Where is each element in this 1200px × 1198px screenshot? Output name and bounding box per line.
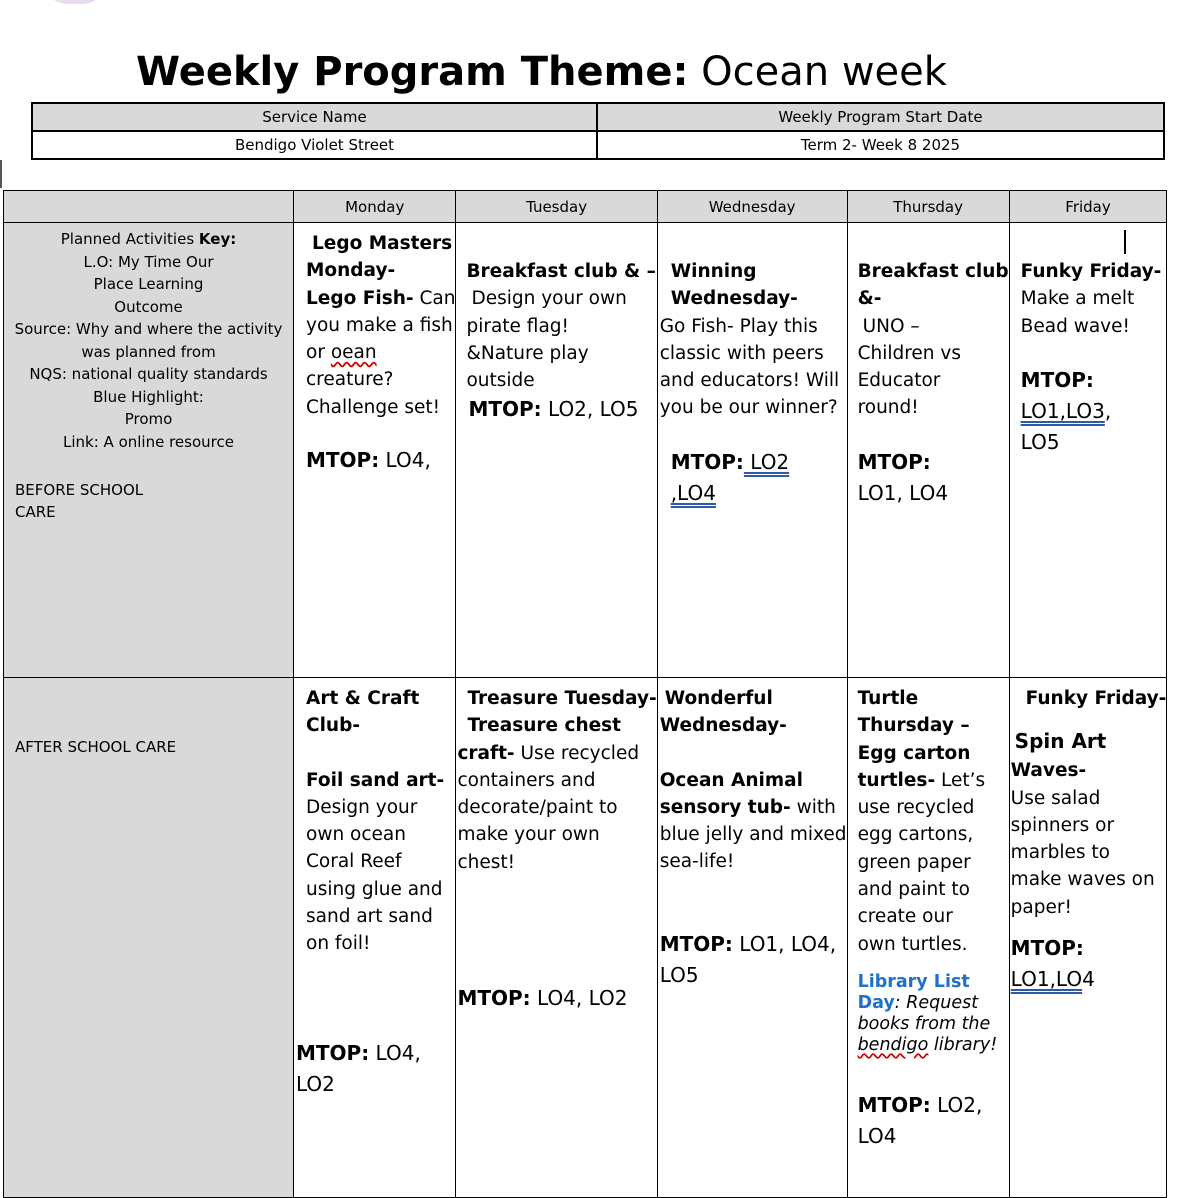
activities-key: Planned Activities Key: L.O: My Time Our Place Learning Outcome Source: Why and where the activity was planned from NQS: national quality standards Blue Highlight: Promo Link: A online resource <box>4 223 293 453</box>
key-blue-line: Blue Highlight: <box>93 387 204 406</box>
asc-monday-cell: Art & Craft Club- Foil sand art- Design your own ocean Coral Reef using glue and sand art sand on foil! MTOP: LO4, LO2 <box>294 678 456 1198</box>
day-header-friday: Friday <box>1009 191 1167 223</box>
asc-tuesday-cell: Treasure Tuesday- Treasure chest craft- Use recycled containers and decorate/paint to make your own chest! MTOP: LO4, LO2 <box>456 678 657 1198</box>
asc-wednesday-cell: Wonderful Wednesday- Ocean Animal sensory tub- with blue jelly and mixed sea-life! MTOP: LO1, LO4, LO5 <box>657 678 847 1198</box>
asc-friday-cell: Funky Friday- Spin Art Waves- Use salad spinners or marbles to make waves on paper! MTOP: LO1,LO4 <box>1009 678 1167 1198</box>
margin-tick <box>0 160 2 188</box>
day-header-wednesday: Wednesday <box>657 191 847 223</box>
start-date-header: Weekly Program Start Date <box>597 103 1164 131</box>
bsc-monday-cell: Lego Masters Monday- Lego Fish- Can you make a fish or oean creature? Challenge set! MTOP: LO4, <box>294 223 456 678</box>
start-date-value: Term 2- Week 8 2025 <box>597 131 1164 159</box>
service-name-header: Service Name <box>32 103 597 131</box>
service-info-table <box>31 102 1165 160</box>
key-lo-line: Outcome <box>114 297 183 316</box>
program-grid <box>3 190 1167 1198</box>
day-header-monday: Monday <box>294 191 456 223</box>
bsc-wednesday-cell: Winning Wednesday- Go Fish- Play this classic with peers and educators! Will you be our winner? MTOP: LO2 ,LO4 <box>657 223 847 678</box>
bsc-thursday-cell: Breakfast club &- UNO – Children vs Educator round! MTOP: LO1, LO4 <box>847 223 1009 678</box>
before-school-side-cell <box>4 223 294 678</box>
key-lo-line: Place Learning <box>93 275 204 293</box>
key-nqs-line: NQS: national quality standards <box>29 365 268 383</box>
key-lo-line: L.O: My Time Our <box>83 252 214 271</box>
before-school-label: BEFORE SCHOOL CARE <box>15 481 144 521</box>
library-list-promo: Library List Day: Request books from the bendigo library! <box>857 971 998 1055</box>
logo-fragment <box>42 0 108 4</box>
spelling-flag: bendigo <box>857 1034 929 1055</box>
spelling-flag: oean <box>330 342 377 364</box>
day-header-tuesday: Tuesday <box>456 191 657 223</box>
corner-cell <box>4 191 294 223</box>
title-label: Weekly Program Theme: <box>136 49 689 95</box>
text-cursor <box>1124 230 1126 254</box>
bsc-tuesday-cell: Breakfast club & – Design your own pirate flag! &Nature play outside MTOP: LO2, LO5 <box>456 223 657 678</box>
day-header-thursday: Thursday <box>847 191 1009 223</box>
title-theme: Ocean week <box>701 49 947 95</box>
key-source-line: Source: Why and where the activity <box>14 320 283 338</box>
after-school-side-cell <box>4 678 294 1198</box>
key-source-line: was planned from <box>81 342 216 361</box>
page-title <box>136 44 947 100</box>
service-name-value: Bendigo Violet Street <box>32 131 597 159</box>
asc-thursday-cell: Turtle Thursday – Egg carton turtles- Let’s use recycled egg cartons, green paper and paint to create our own turtles. Library List Day: Request books from the bendigo library! MTOP: LO2, LO4 <box>847 678 1009 1198</box>
key-promo-line: Promo <box>124 410 173 428</box>
bsc-friday-cell: Funky Friday- Make a melt Bead wave! MTOP: LO1,LO3, LO5 <box>1009 223 1167 678</box>
after-school-label: AFTER SCHOOL CARE <box>15 738 177 756</box>
key-link-line: Link: A online resource <box>63 432 234 451</box>
